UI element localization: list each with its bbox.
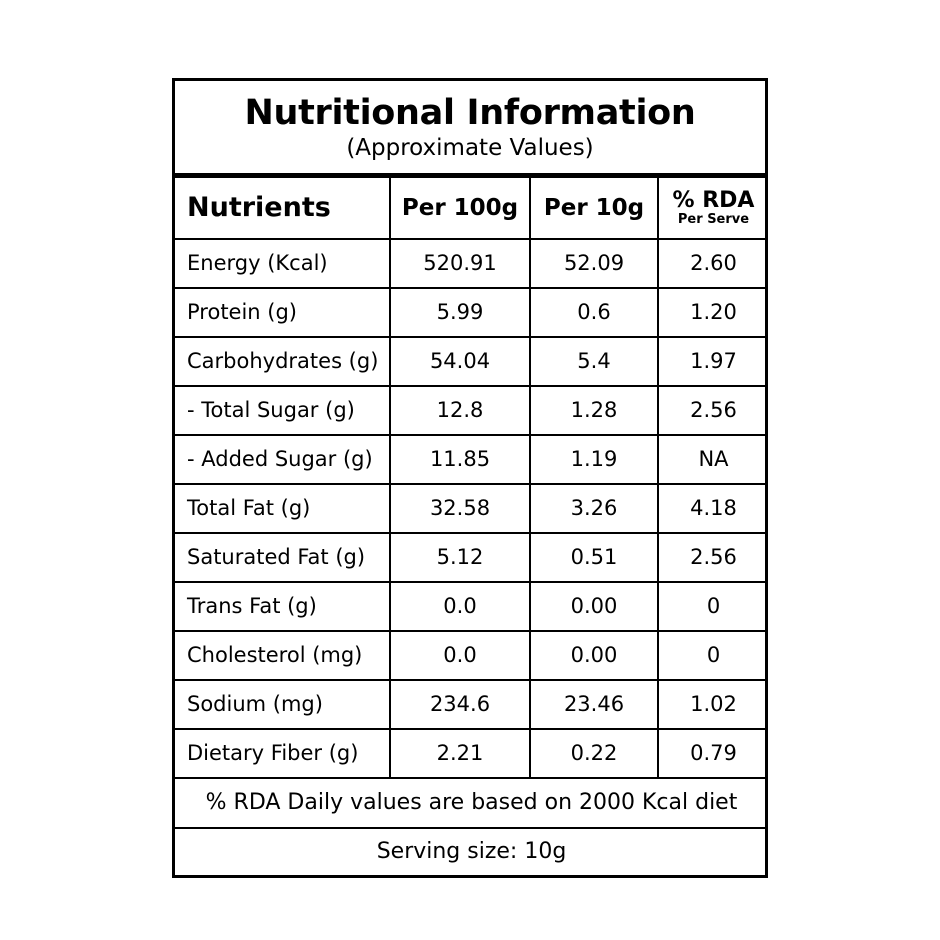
rda-footnote-row bbox=[175, 778, 768, 828]
table-header-row bbox=[175, 177, 768, 239]
table-row bbox=[175, 337, 768, 386]
value-rda: 4.18 bbox=[658, 484, 768, 533]
value-per-10g: 1.28 bbox=[530, 386, 658, 435]
page-title: Nutritional Information bbox=[244, 93, 696, 133]
table-row bbox=[175, 533, 768, 582]
value-per-100g: 32.58 bbox=[390, 484, 530, 533]
value-rda: 1.20 bbox=[658, 288, 768, 337]
table-row bbox=[175, 484, 768, 533]
nutrition-facts-panel bbox=[172, 78, 768, 878]
nutrient-name: - Added Sugar (g) bbox=[175, 435, 390, 484]
nutrient-name: Protein (g) bbox=[175, 288, 390, 337]
label-header bbox=[175, 81, 765, 176]
nutrient-name: Cholesterol (mg) bbox=[175, 631, 390, 680]
column-header-rda-main: % RDA bbox=[672, 187, 755, 213]
value-per-100g: 11.85 bbox=[390, 435, 530, 484]
column-header-per-100g: Per 100g bbox=[390, 177, 530, 239]
value-rda: 2.56 bbox=[658, 533, 768, 582]
table-row bbox=[175, 288, 768, 337]
nutrient-name: Sodium (mg) bbox=[175, 680, 390, 729]
value-per-100g: 12.8 bbox=[390, 386, 530, 435]
value-per-10g: 0.51 bbox=[530, 533, 658, 582]
value-per-100g: 5.99 bbox=[390, 288, 530, 337]
value-per-10g: 0.00 bbox=[530, 631, 658, 680]
value-rda: 2.60 bbox=[658, 239, 768, 288]
column-header-rda-sub: Per Serve bbox=[677, 211, 750, 227]
page-subtitle: (Approximate Values) bbox=[346, 135, 594, 162]
nutrient-name: Saturated Fat (g) bbox=[175, 533, 390, 582]
column-header-rda bbox=[658, 177, 768, 239]
value-per-10g: 52.09 bbox=[530, 239, 658, 288]
serving-size-row bbox=[175, 828, 768, 875]
value-per-100g: 520.91 bbox=[390, 239, 530, 288]
value-per-100g: 54.04 bbox=[390, 337, 530, 386]
value-per-10g: 0.22 bbox=[530, 729, 658, 778]
value-per-10g: 1.19 bbox=[530, 435, 658, 484]
value-rda: NA bbox=[658, 435, 768, 484]
table-row bbox=[175, 239, 768, 288]
value-per-100g: 0.0 bbox=[390, 582, 530, 631]
table-row bbox=[175, 729, 768, 778]
nutrient-name: Total Fat (g) bbox=[175, 484, 390, 533]
table-row bbox=[175, 386, 768, 435]
column-header-nutrients: Nutrients bbox=[175, 177, 390, 239]
value-per-100g: 234.6 bbox=[390, 680, 530, 729]
nutrient-name: Trans Fat (g) bbox=[175, 582, 390, 631]
value-per-100g: 0.0 bbox=[390, 631, 530, 680]
serving-size: Serving size: 10g bbox=[175, 828, 768, 875]
nutrient-name: - Total Sugar (g) bbox=[175, 386, 390, 435]
value-rda: 1.97 bbox=[658, 337, 768, 386]
value-per-100g: 5.12 bbox=[390, 533, 530, 582]
value-rda: 0 bbox=[658, 582, 768, 631]
nutrition-table bbox=[175, 176, 768, 875]
column-header-per-10g: Per 10g bbox=[530, 177, 658, 239]
value-per-100g: 2.21 bbox=[390, 729, 530, 778]
table-row bbox=[175, 435, 768, 484]
value-rda: 1.02 bbox=[658, 680, 768, 729]
value-per-10g: 5.4 bbox=[530, 337, 658, 386]
value-rda: 2.56 bbox=[658, 386, 768, 435]
value-rda: 0 bbox=[658, 631, 768, 680]
table-row bbox=[175, 631, 768, 680]
nutrient-name: Dietary Fiber (g) bbox=[175, 729, 390, 778]
table-row bbox=[175, 582, 768, 631]
value-rda: 0.79 bbox=[658, 729, 768, 778]
value-per-10g: 23.46 bbox=[530, 680, 658, 729]
nutrient-name: Energy (Kcal) bbox=[175, 239, 390, 288]
value-per-10g: 3.26 bbox=[530, 484, 658, 533]
nutrient-name: Carbohydrates (g) bbox=[175, 337, 390, 386]
value-per-10g: 0.6 bbox=[530, 288, 658, 337]
table-row bbox=[175, 680, 768, 729]
rda-footnote: % RDA Daily values are based on 2000 Kcal diet bbox=[175, 778, 768, 828]
table-body bbox=[175, 239, 768, 875]
value-per-10g: 0.00 bbox=[530, 582, 658, 631]
